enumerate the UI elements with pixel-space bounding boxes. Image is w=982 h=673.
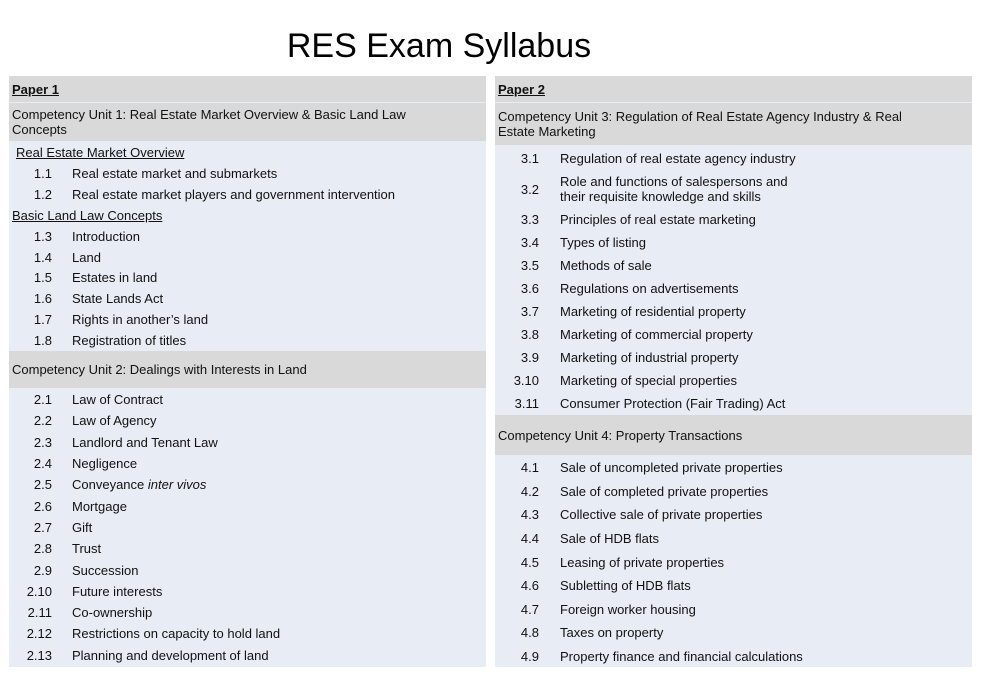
syllabus-item-2-1 xyxy=(9,389,486,410)
item-label: Sale of HDB flats xyxy=(560,531,659,547)
syllabus-item-1-5 xyxy=(9,268,486,289)
item-label: Succession xyxy=(72,562,139,578)
item-number: 2.1 xyxy=(33,392,52,408)
item-number: 2.2 xyxy=(33,413,52,429)
competency-unit-3-header: Competency Unit 3: Regulation of Real Estate Agency Industry & Real Estate Marketing xyxy=(495,103,972,145)
item-label: Collective sale of private properties xyxy=(560,507,763,523)
item-label: Marketing of commercial property xyxy=(560,327,753,342)
competency-unit-2-header: Competency Unit 2: Dealings with Interests in Land xyxy=(9,351,486,388)
item-label: Rights in another’s land xyxy=(72,312,209,328)
item-label: Consumer Protection (Fair Trading) Act xyxy=(560,396,786,411)
section-real-estate-market-overview: Real Estate Market Overview xyxy=(16,144,185,160)
syllabus-item-3-10 xyxy=(495,369,972,392)
paper-2-heading: Paper 2 xyxy=(495,76,972,102)
item-label: Law of Agency xyxy=(72,413,157,429)
item-number: 4.9 xyxy=(520,649,539,665)
item-number: 1.8 xyxy=(33,332,52,348)
item-number: 1.6 xyxy=(33,291,52,307)
syllabus-item-1-4 xyxy=(9,247,486,268)
item-number: 2.4 xyxy=(33,456,52,472)
item-label: Marketing of industrial property xyxy=(560,350,739,365)
syllabus-item-1-6 xyxy=(9,288,486,309)
item-label: Foreign worker housing xyxy=(560,601,696,617)
syllabus-item-1-2 xyxy=(9,184,486,205)
syllabus-item-3-5 xyxy=(495,254,972,277)
syllabus-item-4-9 xyxy=(495,645,972,669)
item-label-italic: inter vivos xyxy=(147,477,207,493)
syllabus-item-3-11 xyxy=(495,392,972,415)
item-number: 3.11 xyxy=(514,396,539,411)
paper-1-column xyxy=(9,76,486,667)
paper-2-column xyxy=(495,76,972,667)
section-basic-land-law-concepts: Basic Land Law Concepts xyxy=(12,207,163,223)
syllabus-item-3-8 xyxy=(495,323,972,346)
syllabus-item-3-2 xyxy=(495,170,972,208)
item-number: 4.4 xyxy=(520,531,539,547)
item-label: Introduction xyxy=(72,228,140,244)
item-number: 3.8 xyxy=(520,327,539,342)
syllabus-item-3-7 xyxy=(495,300,972,323)
syllabus-item-2-7 xyxy=(9,517,486,538)
item-label: Regulations on advertisements xyxy=(560,281,739,296)
item-number: 2.8 xyxy=(33,541,52,557)
item-number: 1.7 xyxy=(33,312,52,328)
syllabus-item-2-3 xyxy=(9,432,486,453)
item-label: Co-ownership xyxy=(72,605,153,621)
item-label: Future interests xyxy=(72,583,163,599)
item-number: 3.2 xyxy=(520,181,539,197)
syllabus-item-2-13 xyxy=(9,645,486,666)
item-label: Marketing of special properties xyxy=(560,373,738,388)
syllabus-item-4-3 xyxy=(495,503,972,527)
item-number: 4.7 xyxy=(520,601,539,617)
item-number: 4.6 xyxy=(520,578,539,594)
item-number: 3.1 xyxy=(520,151,539,166)
item-label: Principles of real estate marketing xyxy=(560,212,756,227)
syllabus-item-2-4 xyxy=(9,453,486,474)
item-number: 2.10 xyxy=(26,583,52,599)
syllabus-item-3-4 xyxy=(495,231,972,254)
item-label: Conveyance inter vivos xyxy=(72,477,207,493)
page-title: RES Exam Syllabus xyxy=(286,27,592,65)
competency-unit-4-header: Competency Unit 4: Property Transactions xyxy=(495,415,972,455)
item-label: Marketing of residential property xyxy=(560,304,746,319)
item-label: Sale of uncompleted private properties xyxy=(560,460,783,476)
item-label: Planning and development of land xyxy=(72,647,269,663)
syllabus-item-4-7 xyxy=(495,598,972,622)
item-label: Leasing of private properties xyxy=(560,554,725,570)
item-number: 3.7 xyxy=(520,304,539,319)
item-number: 2.3 xyxy=(33,434,52,450)
item-number: 3.9 xyxy=(520,350,539,365)
syllabus-item-4-4 xyxy=(495,527,972,551)
syllabus-item-3-6 xyxy=(495,277,972,300)
item-label: Mortgage xyxy=(72,498,127,514)
item-label: Real estate market and submarkets xyxy=(72,166,278,181)
item-number: 4.1 xyxy=(520,460,539,476)
syllabus-item-4-6 xyxy=(495,574,972,598)
item-label: Types of listing xyxy=(560,235,646,250)
syllabus-item-3-3 xyxy=(495,208,972,231)
item-number: 2.11 xyxy=(27,605,52,621)
item-label: Negligence xyxy=(72,456,138,472)
item-number: 4.2 xyxy=(520,483,539,499)
syllabus-item-1-3 xyxy=(9,226,486,247)
syllabus-item-4-1 xyxy=(495,456,972,480)
item-number: 1.2 xyxy=(33,187,52,202)
syllabus-item-4-5 xyxy=(495,550,972,574)
syllabus-item-2-11 xyxy=(9,602,486,623)
item-label: Law of Contract xyxy=(72,392,164,408)
item-label: Gift xyxy=(72,519,93,535)
syllabus-item-2-2 xyxy=(9,410,486,431)
syllabus-item-2-9 xyxy=(9,559,486,580)
item-label: Subletting of HDB flats xyxy=(560,578,691,594)
item-number: 3.4 xyxy=(520,235,539,250)
item-label: Estates in land xyxy=(72,270,158,286)
item-number: 2.12 xyxy=(26,626,52,642)
competency-unit-1-header: Competency Unit 1: Real Estate Market Overview & Basic Land Law Concepts xyxy=(9,103,486,141)
syllabus-item-2-6 xyxy=(9,496,486,517)
syllabus-item-2-10 xyxy=(9,581,486,602)
syllabus-item-3-1 xyxy=(495,147,972,170)
item-number: 1.1 xyxy=(33,166,52,181)
item-label: Landlord and Tenant Law xyxy=(72,434,218,450)
item-label: Real estate market players and government intervention xyxy=(72,187,396,202)
syllabus-item-2-8 xyxy=(9,538,486,559)
item-number: 2.5 xyxy=(33,477,52,493)
syllabus-item-4-8 xyxy=(495,621,972,645)
item-label: Property finance and financial calculations xyxy=(560,649,803,665)
syllabus-item-2-5 xyxy=(9,474,486,495)
syllabus-item-1-8 xyxy=(9,330,486,351)
item-label: Land xyxy=(72,249,101,265)
syllabus-item-1-1 xyxy=(9,163,486,184)
item-number: 2.6 xyxy=(33,498,52,514)
syllabus-item-1-7 xyxy=(9,309,486,330)
item-label: Regulation of real estate agency industry xyxy=(560,151,796,166)
item-label: Sale of completed private properties xyxy=(560,483,769,499)
item-number: 4.5 xyxy=(520,554,539,570)
item-label: State Lands Act xyxy=(72,291,164,307)
item-label: Role and functions of salespersons and their requisite knowledge and skills xyxy=(560,174,788,204)
item-label: Methods of sale xyxy=(560,258,652,273)
item-number: 1.4 xyxy=(33,249,52,265)
item-number: 3.5 xyxy=(520,258,539,273)
item-number: 3.6 xyxy=(520,281,539,296)
item-label: Taxes on property xyxy=(560,625,664,641)
item-label: Registration of titles xyxy=(72,332,187,348)
syllabus-item-3-9 xyxy=(495,346,972,369)
item-label: Restrictions on capacity to hold land xyxy=(72,626,281,642)
item-number: 1.3 xyxy=(33,228,52,244)
paper-1-heading: Paper 1 xyxy=(9,76,486,102)
item-number: 4.3 xyxy=(520,507,539,523)
item-number: 1.5 xyxy=(33,270,52,286)
item-number: 3.10 xyxy=(513,373,539,388)
syllabus-item-2-12 xyxy=(9,623,486,644)
item-number: 3.3 xyxy=(520,212,539,227)
item-number: 2.9 xyxy=(33,562,52,578)
item-number: 2.7 xyxy=(33,519,52,535)
item-number: 4.8 xyxy=(520,625,539,641)
item-label: Trust xyxy=(72,541,102,557)
syllabus-item-4-2 xyxy=(495,480,972,504)
item-number: 2.13 xyxy=(26,647,52,663)
